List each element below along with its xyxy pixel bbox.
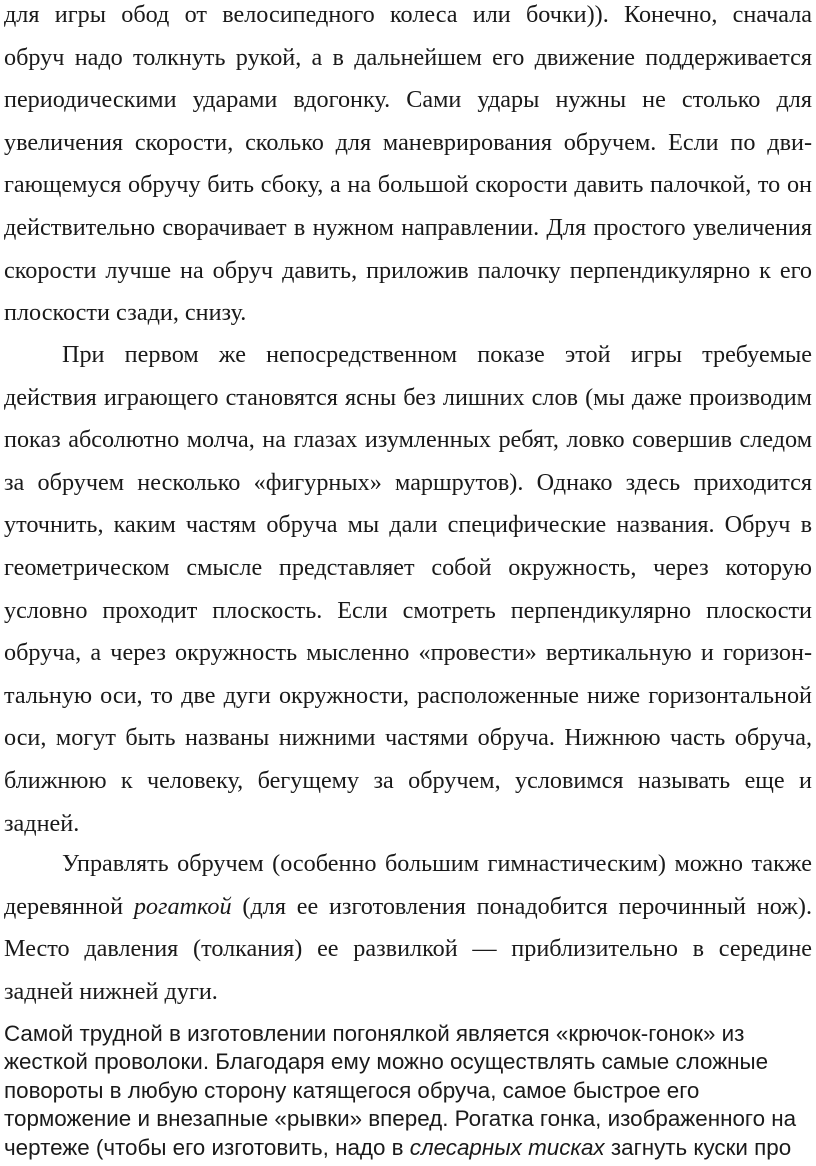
text-line: действия играющего становятся ясны без лишних слов (мы даже производим	[4, 383, 812, 411]
text-line: обруч надо толкнуть рукой, а в дальнейшем его движение поддерживается	[4, 43, 812, 71]
text-line: торможение и внезапные «рывки» вперед. Рогатка гонка, изображенного на	[4, 1106, 797, 1132]
text-line: жесткой проволоки. Благодаря ему можно осуществлять самые сложные	[4, 1049, 769, 1075]
text-segment: загнуть куски про	[604, 1134, 792, 1160]
text-line	[4, 886, 812, 929]
paragraph-4	[4, 1020, 804, 1162]
text-line	[4, 1134, 804, 1162]
paragraph-2	[4, 334, 812, 845]
text-line: плоскости сзади, снизу.	[4, 299, 247, 327]
text-line: ближнюю к человеку, бегущему за обручем, условимся называть еще и	[4, 766, 812, 794]
text-line: скорости лучше на обруч давить, приложив палочку перпендикулярно к его	[4, 256, 812, 284]
text-line: задней.	[4, 809, 80, 837]
text-line: геометрическом смысле представляет собой окружность, через которую	[4, 553, 812, 581]
paragraph-3	[4, 843, 812, 1013]
text-line: обруча, а через окружность мысленно «провести» вертикальную и горизон-	[4, 639, 812, 667]
text-line: оси, могут быть названы нижними частями обруча. Нижнюю часть обруча,	[4, 724, 812, 752]
text-line: условно проходит плоскость. Если смотреть перпендикулярно плоскости	[4, 596, 812, 624]
text-line: задней нижней дуги.	[4, 977, 218, 1005]
text-line: периодическими ударами вдогонку. Сами удары нужны не столько для	[4, 86, 812, 114]
text-line: Управлять обручем (особенно большим гимнастическим) можно также	[62, 850, 812, 877]
text-line: Место давления (толкания) ее развилкой — приблизительно в середине	[4, 935, 812, 963]
text-line: уточнить, каким частям обруча мы дали специфические названия. Обруч в	[4, 511, 812, 539]
italic-term: рогаткой	[133, 892, 232, 920]
text-line: При первом же непосредственном показе этой игры требуемые	[62, 341, 812, 368]
text-line: для игры обод от велосипедного колеса или бочки)). Конечно, сначала	[4, 1, 812, 28]
text-line: увеличения скорости, сколько для маневрирования обручем. Если по дви-	[4, 128, 812, 156]
italic-term: слесарных тисках	[409, 1134, 605, 1160]
text-line: гающемуся обручу бить сбоку, а на большой скорости давить палочкой, то он	[4, 171, 812, 199]
text-line: действительно сворачивает в нужном направлении. Для простого увеличения	[4, 213, 812, 241]
text-line: тальную оси, то две дуги окружности, расположенные ниже горизонтальной	[4, 681, 812, 709]
text-segment: (для ее изготовления понадобится перочинный нож).	[231, 892, 812, 920]
text-line: Самой трудной в изготовлении погонялкой является «крючок-гонок» из	[4, 1021, 745, 1046]
paragraph-1	[4, 0, 812, 335]
text-line: показ абсолютно молча, на глазах изумленных ребят, ловко совершив следом	[4, 426, 812, 454]
text-segment: деревянной	[4, 892, 134, 920]
text-line: за обручем несколько «фигурных» маршрутов). Однако здесь приходится	[4, 468, 812, 496]
text-line: повороты в любую сторону катящегося обруча, самое быстрое его	[4, 1077, 700, 1103]
text-segment: чертеже (чтобы его изготовить, надо в	[4, 1134, 410, 1160]
